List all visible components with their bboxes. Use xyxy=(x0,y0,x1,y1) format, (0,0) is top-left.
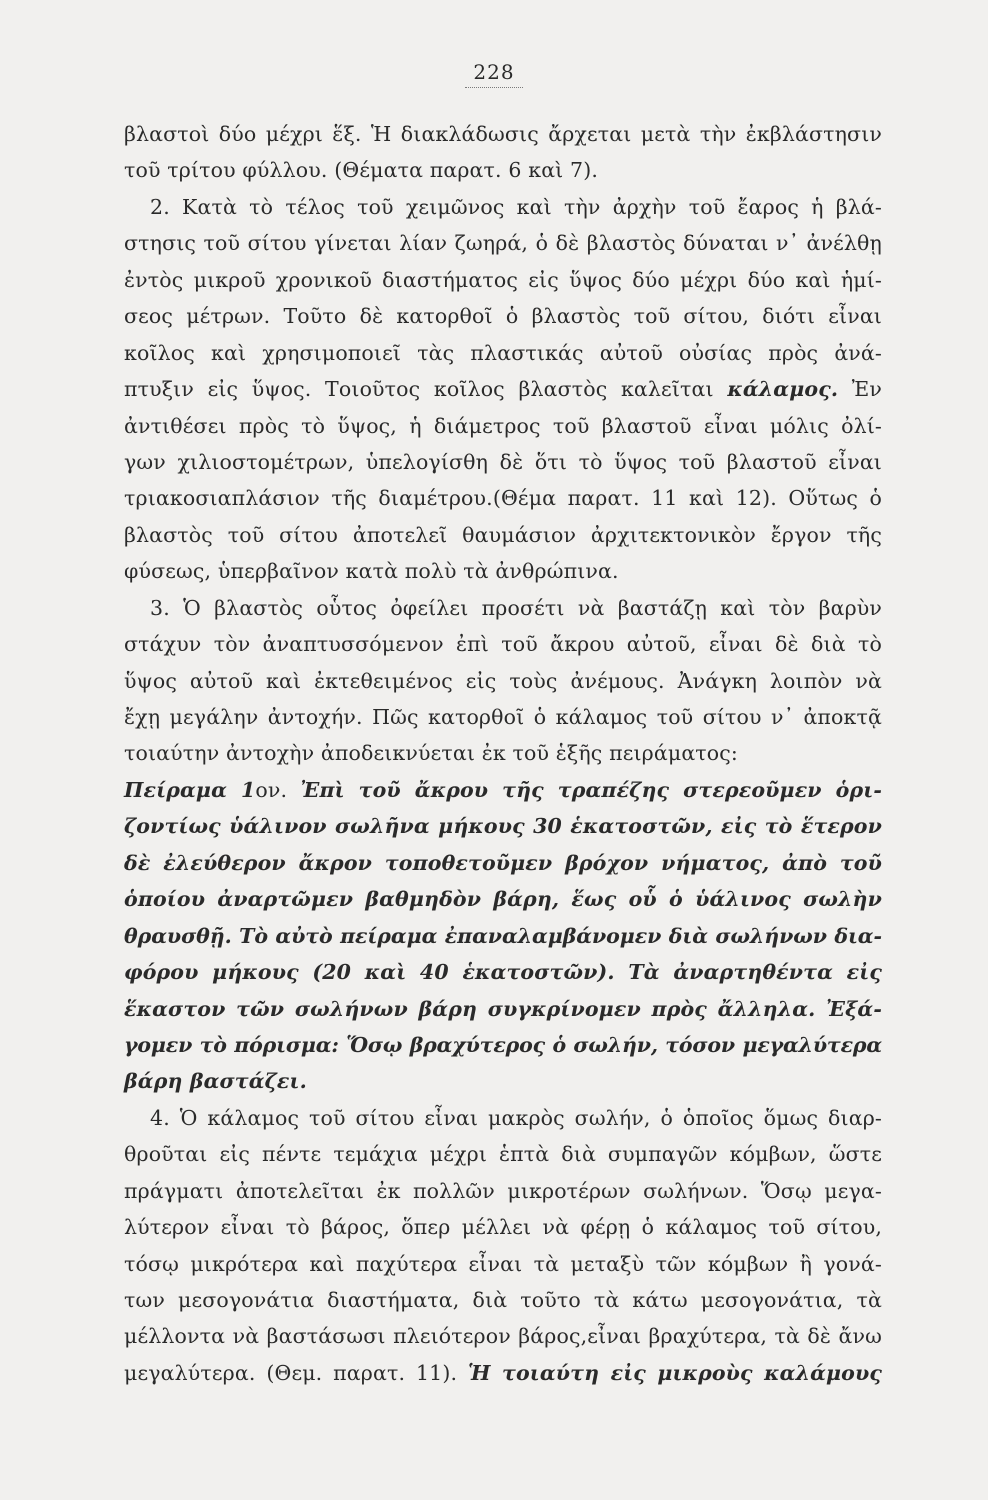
line-text: τοιαύτην ἀντοχὴν ἀποδεικνύεται ἐκ τοῦ ἑξῆς πειράματος: xyxy=(124,741,738,766)
line-text: Ἐν xyxy=(838,377,882,402)
text-line xyxy=(124,626,882,662)
emphasis-text: φόρου μήκους (20 καὶ 40 ἑκατοστῶν). Τὰ ἀναρτηθέντα εἰς xyxy=(124,960,882,985)
text-line xyxy=(124,991,882,1027)
text-line xyxy=(124,517,882,553)
body-text xyxy=(124,116,882,1391)
text-line xyxy=(124,1246,882,1282)
text-line xyxy=(124,1100,882,1136)
line-text: κοῖλος καὶ χρησιμοποιεῖ τὰς πλαστικάς αὐτοῦ οὐσίας πρὸς ἀνά- xyxy=(124,340,882,365)
line-text: ἐντὸς μικροῦ χρονικοῦ διαστήματος εἰς ὕψος δύο μέχρι δύο καὶ ἡμί- xyxy=(124,267,882,292)
text-line xyxy=(124,1282,882,1318)
text-line xyxy=(124,408,882,444)
line-text: 3. Ὁ βλαστὸς οὗτος ὀφείλει προσέτι νὰ βαστάζῃ καὶ τὸν βαρὺν xyxy=(150,595,882,620)
emphasis-text: ἕκαστον τῶν σωλήνων βάρη συγκρίνομεν πρὸς ἄλληλα. Ἐξά- xyxy=(124,996,882,1021)
emphasis-text: δὲ ἐλεύθερον ἄκρον τοποθετοῦμεν βρόχον νήματος, ἀπὸ τοῦ xyxy=(124,850,882,875)
line-text: γων χιλιοστομέτρων, ὑπελογίσθη δὲ ὅτι τὸ ὕψος τοῦ βλαστοῦ εἶναι xyxy=(124,449,882,474)
text-line xyxy=(124,152,882,188)
text-line xyxy=(124,553,882,589)
text-line xyxy=(124,116,882,152)
line-text: βλαστοὶ δύο μέχρι ἕξ. Ἡ διακλάδωσις ἄρχεται μετὰ τὴν ἐκβλάστησιν xyxy=(124,122,882,146)
text-line xyxy=(124,189,882,225)
text-line xyxy=(124,881,882,917)
line-text: ον. xyxy=(255,777,301,802)
line-text: τόσῳ μικρότερα καὶ παχύτερα εἶναι τὰ μεταξὺ τῶν κόμβων ἢ γονά- xyxy=(124,1251,882,1276)
text-line xyxy=(124,1136,882,1172)
emphasis-text: κάλαμος. xyxy=(727,377,839,402)
text-line xyxy=(124,480,882,516)
line-text: τοῦ τρίτου φύλλου. (Θέματα παρατ. 6 καὶ 7). xyxy=(124,158,599,183)
line-text: θροῦται εἰς πέντε τεμάχια μέχρι ἑπτὰ διὰ συμπαγῶν κόμβων, ὥστε xyxy=(124,1142,882,1167)
text-line xyxy=(124,772,882,808)
line-text: σεος μέτρων. Τοῦτο δὲ κατορθοῖ ὁ βλαστὸς τοῦ σίτου, διότι εἶναι xyxy=(124,304,882,329)
line-text: πτυξιν εἰς ὕψος. Τοιοῦτος κοῖλος βλαστὸς καλεῖται xyxy=(124,377,728,402)
emphasis-text: βάρη βαστάζει. xyxy=(124,1069,307,1094)
emphasis-text: θραυσθῇ. Τὸ αὐτὸ πείραμα ἐπαναλαμβάνομεν διὰ σωλήνων δια- xyxy=(124,923,882,948)
text-line xyxy=(124,1063,882,1099)
emphasis-text: Ἡ τοιαύτη εἰς μικροὺς καλάμους xyxy=(467,1360,882,1385)
line-text: βλαστὸς τοῦ σίτου ἀποτελεῖ θαυμάσιον ἀρχιτεκτονικὸν ἔργον τῆς xyxy=(124,522,882,547)
emphasis-text: Ἐπὶ τοῦ ἄκρου τῆς τραπέζης στερεοῦμεν ὁρι- xyxy=(300,777,882,802)
emphasis-text: Πείραμα 1 xyxy=(124,777,256,802)
text-line xyxy=(124,845,882,881)
page-number-text: 228 xyxy=(465,60,522,88)
emphasis-text: γομεν τὸ πόρισμα: Ὅσῳ βραχύτερος ὁ σωλήν, τόσον μεγαλύτερα xyxy=(124,1032,882,1057)
line-text: τριακοσιαπλάσιον τῆς διαμέτρου.(Θέμα παρατ. 11 καὶ 12). Οὕτως ὁ xyxy=(124,486,882,511)
text-line xyxy=(124,262,882,298)
emphasis-text: ὁποίου ἀναρτῶμεν βαθμηδὸν βάρη, ἕως οὗ ὁ ὑάλινος σωλὴν xyxy=(124,887,882,912)
text-line xyxy=(124,1209,882,1245)
text-line xyxy=(124,444,882,480)
text-line xyxy=(124,918,882,954)
line-text: μεγαλύτερα. (Θεμ. παρατ. 11). xyxy=(124,1360,468,1385)
text-line xyxy=(124,1318,882,1354)
text-line xyxy=(124,1173,882,1209)
line-text: μέλλοντα νὰ βαστάσωσι πλειότερον βάρος,εἶναι βραχύτερα, τὰ δὲ ἄνω xyxy=(124,1324,882,1349)
line-text: φύσεως, ὑπερβαῖνον κατὰ πολὺ τὰ ἀνθρώπινα. xyxy=(124,559,619,584)
line-text: στάχυν τὸν ἀναπτυσσόμενον ἐπὶ τοῦ ἄκρου αὐτοῦ, εἶναι δὲ διὰ τὸ xyxy=(124,632,882,657)
text-line xyxy=(124,335,882,371)
text-line xyxy=(124,298,882,334)
text-line xyxy=(124,225,882,261)
line-text: λύτερον εἶναι τὸ βάρος, ὅπερ μέλλει νὰ φέρῃ ὁ κάλαμος τοῦ σίτου, xyxy=(124,1215,882,1240)
line-text: των μεσογονάτια διαστήματα, διὰ τοῦτο τὰ κάτω μεσογονάτια, τὰ xyxy=(124,1288,882,1312)
text-line xyxy=(124,1355,882,1391)
text-line xyxy=(124,371,882,407)
line-text: ἔχῃ μεγάλην ἀντοχήν. Πῶς κατορθοῖ ὁ κάλαμος τοῦ σίτου ν᾿ ἀποκτᾷ xyxy=(124,705,882,729)
line-text: ὕψος αὐτοῦ καὶ ἐκτεθειμένος εἰς τοὺς ἀνέμους. Ἀνάγκη λοιπὸν νὰ xyxy=(124,668,882,693)
text-line xyxy=(124,699,882,735)
line-text: πράγματι ἀποτελεῖται ἐκ πολλῶν μικροτέρων σωλήνων. Ὅσῳ μεγα- xyxy=(124,1178,882,1203)
text-line xyxy=(124,808,882,844)
page-number xyxy=(0,60,988,88)
line-text: 2. Κατὰ τὸ τέλος τοῦ χειμῶνος καὶ τὴν ἀρχὴν τοῦ ἔαρος ἡ βλά- xyxy=(150,194,882,219)
line-text: ἀντιθέσει πρὸς τὸ ὕψος, ἡ διάμετρος τοῦ βλαστοῦ εἶναι μόλις ὀλί- xyxy=(124,413,882,438)
line-text: στησις τοῦ σίτου γίνεται λίαν ζωηρά, ὁ δὲ βλαστὸς δύναται ν᾿ ἀνέλθῃ xyxy=(124,231,882,256)
text-line xyxy=(124,663,882,699)
text-line xyxy=(124,735,882,771)
text-line xyxy=(124,590,882,626)
text-line xyxy=(124,1027,882,1063)
emphasis-text: ζοντίως ὑάλινον σωλῆνα μήκους 30 ἑκατοστῶν, εἰς τὸ ἕτερον xyxy=(124,814,882,839)
text-line xyxy=(124,954,882,990)
line-text: 4. Ὁ κάλαμος τοῦ σίτου εἶναι μακρὸς σωλήν, ὁ ὁποῖος ὅμως διαρ- xyxy=(150,1105,882,1130)
